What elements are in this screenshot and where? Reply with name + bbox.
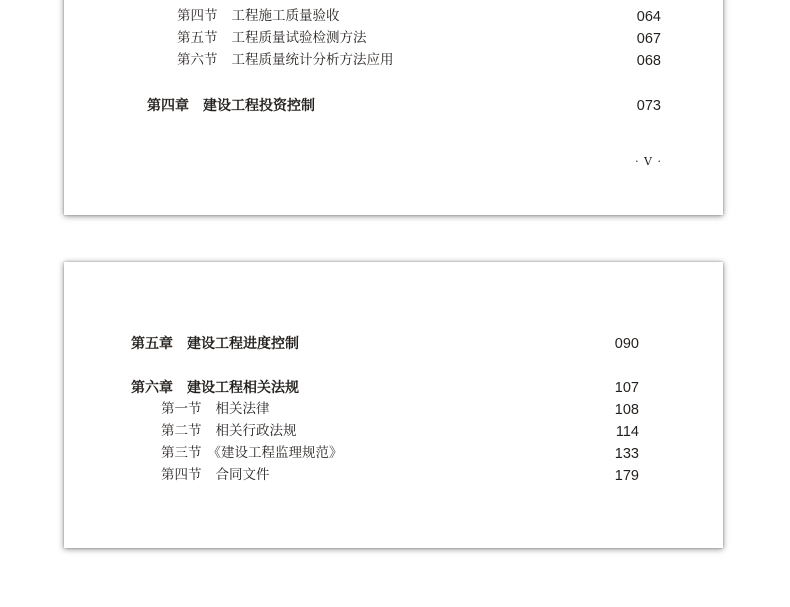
toc-entry-page: 108: [614, 402, 639, 418]
toc-page-top: [64, 0, 723, 215]
toc-entry: [177, 10, 661, 24]
toc-chapter-page: 107: [614, 380, 639, 396]
toc-entry-title: 工程质量统计分析方法应用: [231, 52, 394, 68]
toc-entry-title: 工程施工质量验收: [231, 8, 340, 24]
toc-entry: [161, 447, 639, 461]
toc-chapter-label: 第六章: [131, 380, 173, 396]
toc-entry: [177, 32, 661, 46]
toc-entry-title: 工程质量试验检测方法: [231, 30, 367, 46]
toc-entry: [161, 403, 639, 417]
toc-entry-page: 067: [636, 31, 661, 47]
toc-entry-title: 相关法律: [215, 401, 270, 417]
toc-chapter: [147, 99, 661, 113]
toc-entry-label: 第二节: [161, 423, 202, 439]
toc-page-bottom: [64, 262, 723, 548]
toc-chapter-page: 090: [614, 336, 639, 352]
toc-entry-label: 第六节: [177, 52, 218, 68]
toc-chapter-page: 073: [636, 98, 661, 114]
toc-entry-page: 179: [614, 468, 639, 484]
toc-entry-page: 133: [614, 446, 639, 462]
page-folio: · V ·: [635, 155, 662, 168]
toc-chapter: [131, 337, 639, 351]
toc-entry-label: 第四节: [177, 8, 218, 24]
toc-entry-page: 114: [615, 424, 639, 440]
toc-entry-page: 064: [636, 9, 661, 25]
toc-entry: [161, 425, 639, 439]
toc-chapter-title: 建设工程投资控制: [203, 98, 315, 114]
toc-chapter-title: 建设工程进度控制: [187, 336, 299, 352]
toc-entry: [177, 54, 661, 68]
toc-entry: [161, 469, 639, 483]
toc-entry-title: 相关行政法规: [215, 423, 297, 439]
toc-entry-page: 068: [636, 53, 661, 69]
toc-entry-label: 第四节: [161, 467, 202, 483]
toc-entry-title: 《建设工程监理规范》: [207, 445, 343, 461]
toc-entry-label: 第三节: [161, 445, 202, 461]
toc-chapter-title: 建设工程相关法规: [187, 380, 299, 396]
toc-chapter: [131, 381, 639, 395]
toc-entry-label: 第五节: [177, 30, 218, 46]
toc-chapter-label: 第四章: [147, 98, 189, 114]
toc-entry-title: 合同文件: [215, 467, 270, 483]
toc-chapter-label: 第五章: [131, 336, 173, 352]
toc-entry-label: 第一节: [161, 401, 202, 417]
